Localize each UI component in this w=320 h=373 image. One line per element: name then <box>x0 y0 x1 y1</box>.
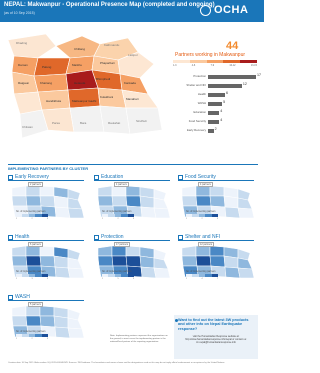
cluster-partner-count: 2 partners <box>30 183 41 186</box>
cluster-title: Shelter and NFI <box>185 234 221 240</box>
bar-row <box>176 73 260 82</box>
cluster-map-area <box>238 208 254 218</box>
cluster-map-area <box>98 196 113 206</box>
map-place-label: Khairang <box>40 81 53 85</box>
cluster-map-area <box>182 246 196 256</box>
cluster-map-area <box>40 316 55 327</box>
cluster-map-area <box>238 268 254 278</box>
cluster-map-area <box>26 196 41 206</box>
cluster-map-area <box>182 196 197 206</box>
cluster-map-area <box>54 196 68 208</box>
map-place-label: Daman <box>18 63 28 67</box>
legend-label: 10-12 <box>229 64 236 67</box>
cluster-map-area <box>12 256 27 266</box>
cluster-map-area <box>112 246 126 256</box>
cluster-title-rule <box>178 180 254 181</box>
map-neighbor-label: Chitwan <box>22 125 33 129</box>
bar <box>208 75 256 79</box>
cluster-legend-title: No. of implementing partners <box>102 211 132 213</box>
district-map <box>8 34 168 146</box>
bar-value: 4 <box>220 118 223 122</box>
cluster-legend <box>186 274 218 277</box>
map-place-label: Phaparbari <box>100 61 115 65</box>
cluster-map-area <box>98 246 112 256</box>
cluster-map-area <box>196 186 210 196</box>
legend-swatch <box>173 60 190 63</box>
info-box <box>174 315 258 359</box>
cluster-map-area <box>210 196 225 207</box>
cluster-map-area <box>98 186 112 196</box>
bar-value: 6 <box>225 91 228 95</box>
map-vdc-area <box>34 58 70 76</box>
cluster-map-area <box>225 207 240 218</box>
cluster-title: Food Security <box>185 174 216 180</box>
education-icon <box>94 175 99 180</box>
bar <box>208 129 214 133</box>
map-neighbor-region <box>100 106 130 134</box>
cluster-map-area <box>55 207 70 218</box>
bar-label: Protection <box>193 74 206 78</box>
map-place-label: Handikhola <box>46 99 62 103</box>
bar-label: Shelter and NFI <box>186 83 206 87</box>
map-place-label: Manahari <box>126 97 139 101</box>
cluster-map-area <box>40 306 54 316</box>
partner-count: 44 <box>226 40 239 52</box>
cluster-map-area <box>140 196 154 208</box>
cluster-legend-labels: 1 2 3 <box>16 338 48 340</box>
food-security-icon <box>178 175 183 180</box>
notes-text: Note: Implementing partners represent the organizations on the ground; in most cases the implementing partner is the national/local partner of the reporting organization. <box>110 335 168 343</box>
cluster-map-area <box>68 208 84 218</box>
cluster-legend-labels: 1 3 5 <box>16 278 48 280</box>
cluster-legend-title: No. of implementing partners <box>16 271 46 273</box>
map-place-label: Palung <box>42 65 52 69</box>
cluster-partner-count: 12 partners <box>200 243 213 246</box>
cluster-map <box>180 244 256 288</box>
bar-label: Education <box>193 110 206 114</box>
cluster-map <box>10 244 86 288</box>
cluster-map-area <box>140 256 154 268</box>
cluster-map-area <box>210 256 225 267</box>
cluster-map-area <box>126 186 140 196</box>
cluster-map-area <box>210 246 224 256</box>
cluster-panel-health <box>8 234 88 290</box>
cluster-title: Protection <box>101 234 124 240</box>
bar-value: 17 <box>257 73 261 77</box>
map-neighbor-region <box>70 106 104 132</box>
cluster-legend <box>102 274 134 277</box>
cluster-map-area <box>141 267 156 278</box>
cluster-map-area <box>54 256 68 268</box>
map-neighbor-label: Lalitpur <box>128 53 138 57</box>
legend-swatch <box>240 60 257 63</box>
cluster-panel-education <box>94 174 174 230</box>
page-subtitle: (as of 10 Sep 2015) <box>4 11 35 15</box>
cluster-map-area <box>26 246 40 256</box>
cluster-map-area <box>154 268 170 278</box>
map-place-label: Bhimphedi <box>96 77 111 81</box>
cluster-title-rule <box>94 240 170 241</box>
cluster-title-rule <box>8 240 84 241</box>
cluster-legend <box>186 214 218 217</box>
cluster-map-area <box>112 256 127 266</box>
cluster-legend <box>16 334 48 337</box>
early-recovery-icon <box>8 175 13 180</box>
page-title: NEPAL: Makwanpur - Operational Presence Map (completed and ongoing) <box>4 2 215 8</box>
cluster-map-area <box>68 268 84 278</box>
cluster-map-area <box>141 207 156 218</box>
footer-text: Creation date: 10 Sep 2015 Glide number: EQ-2015-000048-NPL Sources: 3W Database. The boundaries and names shown and the designations used on this map do not imply official endorsement or acceptance by the United Nations. <box>8 362 225 364</box>
cluster-map-area <box>26 186 40 196</box>
legend-label: 4-6 <box>191 64 196 67</box>
bar-row <box>176 100 260 109</box>
cluster-map-area <box>12 246 26 256</box>
map-vdc-area <box>68 88 100 108</box>
cluster-title-rule <box>8 300 84 301</box>
cluster-map-area <box>225 267 240 278</box>
cluster-map-area <box>98 256 113 266</box>
cluster-map-area <box>154 198 168 209</box>
cluster-partner-count: 17 partners <box>116 243 129 246</box>
map-place-label: Kankada <box>124 81 136 85</box>
map-place-label: Markhu <box>72 63 83 67</box>
map-place-label: Makwanpur Gadhi <box>72 99 97 103</box>
cluster-map-area <box>55 327 70 338</box>
legend-label: 13-15 <box>250 64 257 67</box>
bar-row <box>176 91 260 100</box>
cluster-title: Education <box>101 174 124 180</box>
cluster-panel-wash <box>8 294 88 350</box>
health-icon <box>8 235 13 240</box>
cluster-map-area <box>40 246 54 256</box>
info-question: Want to find out the latest 3W products and other info on Nepal Earthquake response? <box>178 318 249 331</box>
cluster-legend-labels: 1 5 9 <box>102 278 134 280</box>
map-neighbor-label: Sindhuli <box>136 119 147 123</box>
cluster-bar-chart <box>176 73 260 136</box>
bar-row <box>176 82 260 91</box>
map-place-label: Raigaun <box>18 81 30 85</box>
cluster-partner-count: 4 partners <box>116 183 127 186</box>
cluster-map <box>10 304 86 348</box>
bar-value: 4 <box>220 109 223 113</box>
cluster-map-area <box>126 256 141 267</box>
cluster-map-area <box>68 258 82 269</box>
bar-value: 5 <box>223 100 226 104</box>
partner-count-label: Partners working in Makwanpur <box>175 52 246 58</box>
legend-label: 7-9 <box>210 64 215 67</box>
cluster-map-area <box>112 196 127 206</box>
bar-label: Food Security <box>188 119 206 123</box>
section-title: IMPLEMENTING PARTNERS BY CLUSTER <box>8 166 89 171</box>
cluster-legend-title: No. of implementing partners <box>102 271 132 273</box>
cluster-panel-shelter-nfi <box>178 234 258 290</box>
map-neighbor-label: Bara <box>80 121 87 125</box>
cluster-partner-count: 5 partners <box>30 303 41 306</box>
cluster-panel-food-security <box>178 174 258 230</box>
bar-row <box>176 118 260 127</box>
bar <box>208 102 222 106</box>
cluster-legend-labels: 1 4 7 <box>186 278 218 280</box>
cluster-title: WASH <box>15 294 30 300</box>
bar-label: WASH <box>197 101 206 105</box>
cluster-map-area <box>26 306 40 316</box>
cluster-map-area <box>12 186 26 196</box>
cluster-map-area <box>26 256 41 266</box>
cluster-map-area <box>26 316 41 326</box>
cluster-map-area <box>154 258 168 269</box>
cluster-legend-title: No. of implementing partners <box>186 211 216 213</box>
cluster-map-area <box>12 316 27 326</box>
un-emblem-icon <box>200 5 211 16</box>
cluster-map-area <box>112 186 126 196</box>
cluster-map-area <box>40 256 55 267</box>
cluster-panel-protection <box>94 234 174 290</box>
bar-label: Health <box>197 92 206 96</box>
cluster-map-area <box>55 267 70 278</box>
legend-swatch <box>207 60 224 63</box>
cluster-map <box>180 184 256 228</box>
bar-value: 2 <box>214 127 217 131</box>
map-neighbor-region <box>8 34 56 58</box>
cluster-partner-count: 4 partners <box>200 183 211 186</box>
cluster-map-area <box>210 186 224 196</box>
legend-swatch <box>223 60 240 63</box>
cluster-title-rule <box>94 180 170 181</box>
legend-swatch <box>190 60 207 63</box>
cluster-map-area <box>224 256 238 268</box>
bar <box>208 111 219 115</box>
cluster-legend-labels: 1 2 3 <box>16 218 48 220</box>
map-neighbor-label: Kathmandu <box>104 43 120 47</box>
cluster-legend-title: No. of implementing partners <box>16 331 46 333</box>
map-place-label: Chitlang <box>74 47 86 51</box>
cluster-legend <box>102 214 134 217</box>
cluster-map-area <box>196 196 211 206</box>
bar-row <box>176 109 260 118</box>
legend-label: 1-3 <box>173 64 177 67</box>
map-neighbor-label: Rautahat <box>108 121 121 125</box>
cluster-map-area <box>68 198 82 209</box>
cluster-map-area <box>40 196 55 207</box>
cluster-map-area <box>238 258 252 269</box>
bar-row <box>176 127 260 136</box>
cluster-legend-title: No. of implementing partners <box>186 271 216 273</box>
bar <box>208 84 242 88</box>
info-text[interactable]: visit the Humanitarian Response website at: http://www.humanitarianresponse.info/nepal or contact us: im.nepal@humanitarianresponse.info <box>185 335 247 344</box>
cluster-map-area <box>126 246 140 256</box>
header-banner <box>0 0 264 22</box>
cluster-map-area <box>196 246 210 256</box>
cluster-map <box>10 184 86 228</box>
bar <box>208 93 225 97</box>
cluster-legend-labels: 1 2 3 <box>186 218 218 220</box>
cluster-map-area <box>126 196 141 207</box>
choropleth-legend <box>173 60 257 63</box>
cluster-title: Health <box>15 234 30 240</box>
cluster-title-rule <box>8 180 84 181</box>
cluster-map-area <box>224 196 238 208</box>
cluster-title: Early Recovery <box>15 174 49 180</box>
map-neighbor-label: Parsa <box>52 121 60 125</box>
bar-value: 12 <box>242 82 247 86</box>
map-place-label: Hetauda <box>74 81 86 85</box>
cluster-legend-title: No. of implementing partners <box>16 211 46 213</box>
cluster-map <box>96 244 172 288</box>
map-place-label: Kulekhani <box>100 95 114 99</box>
cluster-map-area <box>40 186 54 196</box>
cluster-map-area <box>196 256 211 266</box>
section-divider <box>8 164 258 165</box>
wash-icon <box>8 295 13 300</box>
bar-label: Early Recovery <box>187 128 206 132</box>
cluster-map-area <box>154 208 170 218</box>
cluster-legend-labels: 1 2 3 <box>102 218 134 220</box>
map-neighbor-label: Dhading <box>16 41 28 45</box>
cluster-map-area <box>68 328 84 338</box>
cluster-map <box>96 184 172 228</box>
cluster-legend <box>16 274 48 277</box>
cluster-map-area <box>12 306 26 316</box>
shelter-icon <box>178 235 183 240</box>
choropleth-legend-labels <box>173 64 257 67</box>
cluster-map-area <box>54 316 68 328</box>
cluster-map-area <box>238 198 252 209</box>
protection-icon <box>94 235 99 240</box>
cluster-panel-early-recovery <box>8 174 88 230</box>
cluster-partner-count: 6 partners <box>30 243 41 246</box>
cluster-title-rule <box>178 240 254 241</box>
ocha-logo: OCHA <box>214 4 249 16</box>
bar <box>208 120 219 124</box>
cluster-map-area <box>12 196 27 206</box>
cluster-map-area <box>68 318 82 329</box>
cluster-map-area <box>182 256 197 266</box>
cluster-legend <box>16 214 48 217</box>
cluster-map-area <box>182 186 196 196</box>
